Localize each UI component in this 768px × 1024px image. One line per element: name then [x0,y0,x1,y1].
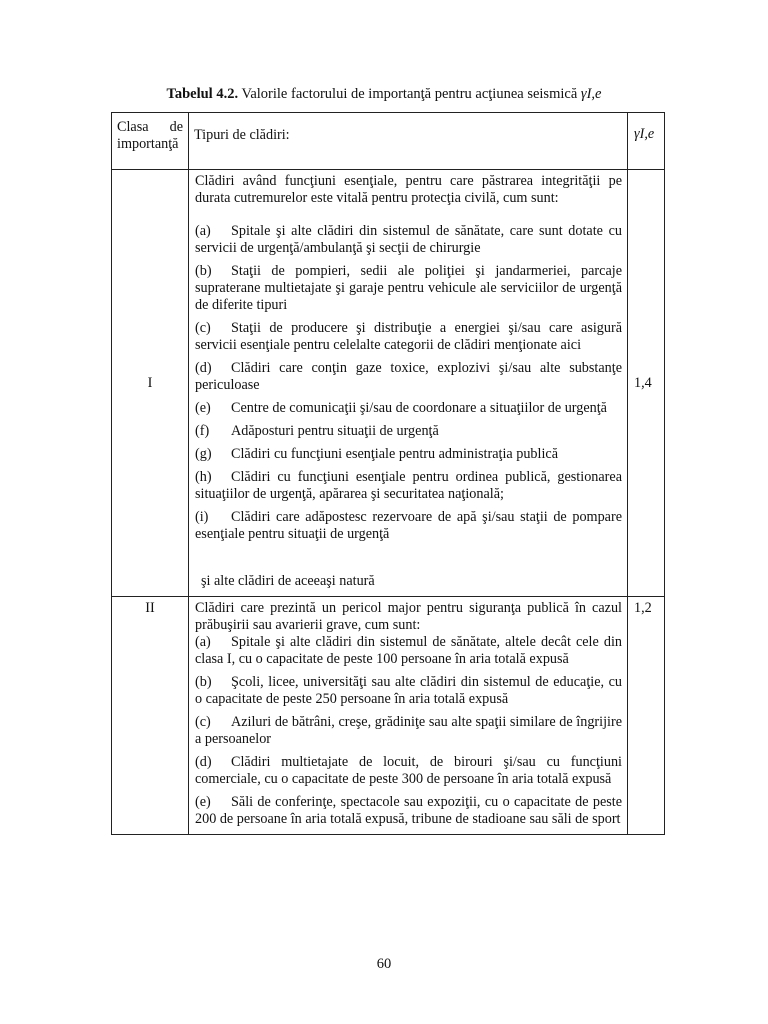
table-caption [0,86,768,103]
list-item [195,320,622,354]
item-label: (h) [195,469,212,485]
item-text: Clădiri cu funcţiuni esenţiale pentru ordinea publică, gestionarea situaţiilor de urgenţă, apărarea şi securitatea naţională; [195,469,622,502]
item-label: (f) [195,423,210,439]
class-value: I [147,374,153,391]
item-text: Clădiri cu funcţiuni esenţiale pentru administraţia publică [231,446,558,462]
types-cell [189,170,628,597]
list-item [195,794,622,828]
item-text: Spitale şi alte clădiri din sistemul de sănătate, care sunt dotate cu servicii de urgenţă/ambulanţă şi secţii de chirurgie [195,223,622,256]
header-types-cell [189,113,628,170]
table-row-class-2 [112,597,665,835]
item-text: Aziluri de bătrâni, creşe, grădiniţe sau alte spaţii similare de îngrijire a persoanelor [195,714,622,747]
caption-symbol: γI,e [580,86,602,102]
item-text: Clădiri care adăpostesc rezervoare de apă şi/sau staţii de pompare esenţiale pentru situaţii de urgenţă [195,509,622,542]
header-class-line2: importanţă [117,136,179,152]
list-item [195,446,622,463]
types-cell [189,597,628,835]
page-number: 60 [376,956,392,972]
row-intro: Clădiri care prezintă un pericol major pentru siguranţa publică în cazul prăbuşirii sau avarierii grave, cum sunt: [195,600,622,633]
item-label: (d) [195,754,212,770]
item-label: (g) [195,446,212,462]
item-text: Săli de conferinţe, spectacole sau expoziţii, cu o capacitate de peste 200 de persoane în aria totală expusă, tribune de stadioane sau săli de sport [195,794,622,827]
list-item [195,400,622,417]
class-cell [112,597,189,835]
item-label: (b) [195,263,212,279]
item-text: Staţii de producere şi distribuţie a energiei şi/sau care asigură servicii esenţiale pentru celelalte categorii de clădiri menţionate aici [195,320,622,353]
item-label: (i) [195,509,209,525]
item-text: Clădiri care conţin gaze toxice, explozivi şi/sau alte substanţe periculoase [195,360,622,393]
row-tail: şi alte clădiri de aceeaşi natură [201,573,375,589]
list-item [195,754,622,788]
factor-cell [628,597,665,835]
item-label: (e) [195,794,211,810]
caption-label: Tabelul 4.2. [166,86,239,102]
list-item [195,469,622,503]
item-text: Spitale şi alte clădiri din sistemul de sănătate, altele decât cele din clasa I, cu o capacitate de peste 100 persoane în aria totală expusă [195,634,622,667]
list-item [195,423,622,440]
header-types: Tipuri de clădiri: [194,127,290,143]
item-text: Adăposturi pentru situaţii de urgenţă [231,423,439,439]
item-label: (d) [195,360,212,376]
caption-text: Valorile factorului de importanţă pentru acţiunea seismică [241,86,578,102]
item-label: (e) [195,400,211,416]
list-item [195,360,622,394]
item-text: Centre de comunicaţii şi/sau de coordonare a situaţiilor de urgenţă [231,400,607,416]
table-row-class-1 [112,170,665,597]
factor-value: 1,4 [634,374,652,391]
list-item [195,714,622,748]
class-value: II [145,600,155,616]
table-header-row [112,113,665,170]
item-text: Staţii de pompieri, sedii ale poliţiei şi jandarmeriei, parcaje supraterane multietajate şi garaje pentru vehicule ale serviciilor de urgenţă de diferite tipuri [195,263,622,313]
row-intro: Clădiri având funcţiuni esenţiale, pentru care păstrarea integrităţii pe durata cutremurelor este vitală pentru protecţia civilă, cum sunt: [195,173,622,206]
factor-value: 1,2 [634,600,652,616]
item-text: Clădiri multietajate de locuit, de birouri şi/sau cu funcţiuni comerciale, cu o capacitate de peste 300 de persoane în aria totală expusă [195,754,622,787]
item-label: (c) [195,714,211,730]
list-item [195,263,622,314]
item-label: (c) [195,320,211,336]
class-cell [112,170,189,597]
item-label: (a) [195,634,211,650]
header-factor: γI,e [634,126,655,142]
list-item [195,223,622,257]
item-text: Şcoli, licee, universităţi sau alte clădiri din sistemul de educaţie, cu o capacitate de peste 250 persoane în aria totală expusă [195,674,622,707]
importance-factor-table [111,112,665,835]
header-class-line1: Clasa de [117,119,183,135]
list-item [195,634,622,668]
header-factor-cell [628,113,665,170]
header-class-cell [112,113,189,170]
item-label: (a) [195,223,211,239]
list-item [195,509,622,543]
item-label: (b) [195,674,212,690]
list-item [195,674,622,708]
factor-cell [628,170,665,597]
